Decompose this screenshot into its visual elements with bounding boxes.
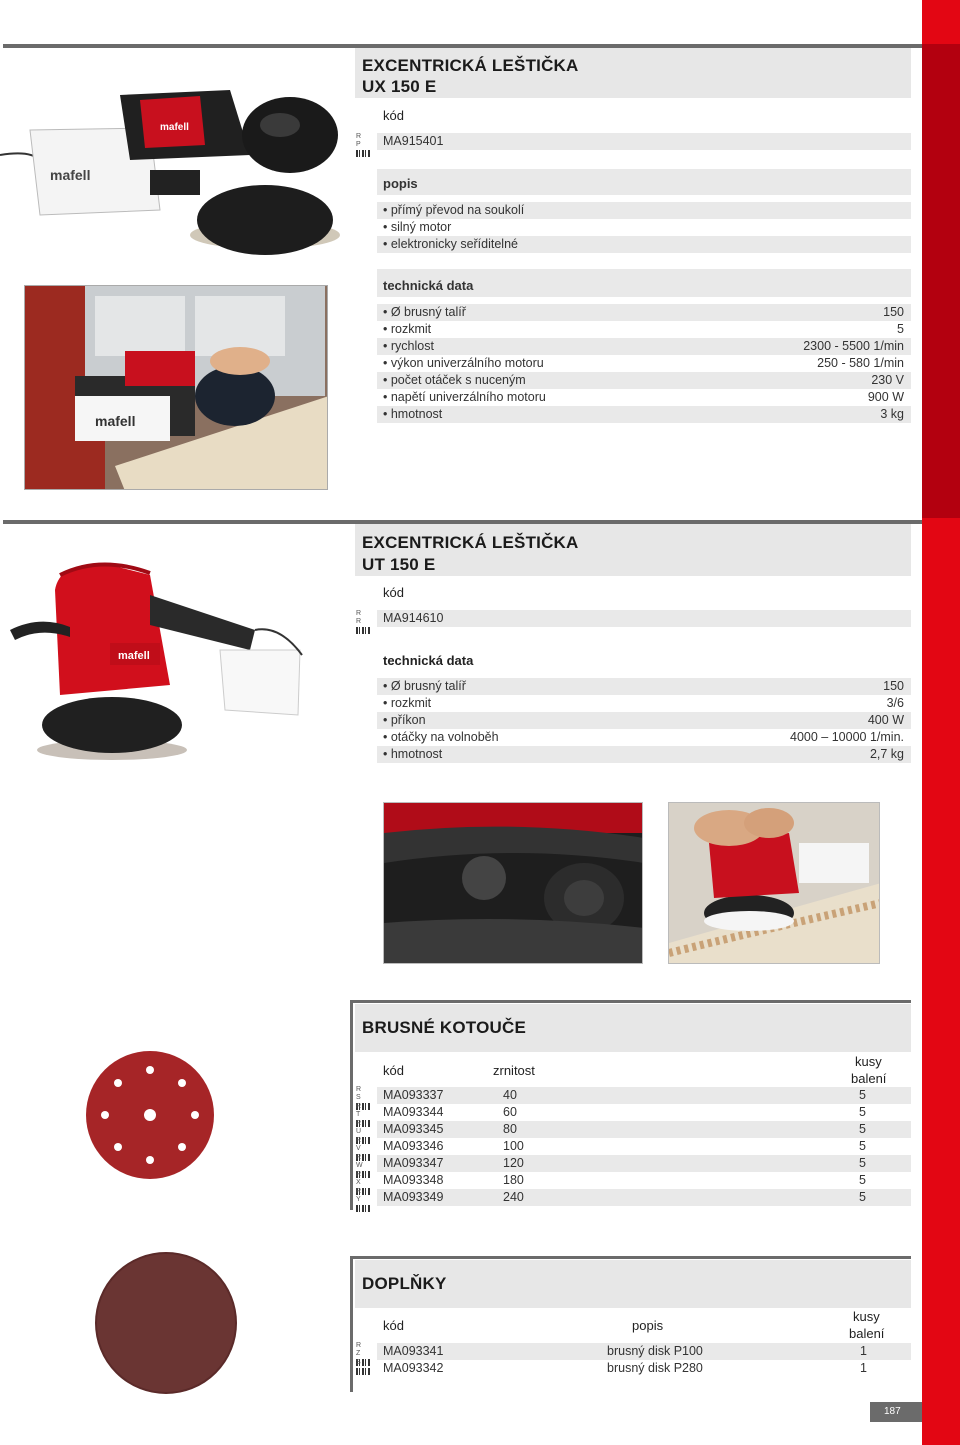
product2-title-line2: UT 150 E	[362, 555, 436, 574]
table-row	[377, 1104, 911, 1121]
disc-code: MA093348	[383, 1173, 444, 1187]
detail-photo-polishing	[668, 802, 880, 964]
spec-value: 150	[883, 305, 904, 319]
discs-col-qty-2: balení	[851, 1071, 887, 1086]
feature-text: • elektronicky seříditelné	[383, 237, 518, 251]
section-divider	[350, 1000, 911, 1003]
product2-code: MA914610	[383, 611, 444, 625]
product2-title-line1: EXCENTRICKÁ LEŠTIČKA	[362, 533, 579, 552]
disc-code: MA093344	[383, 1105, 444, 1119]
spec-value: 4000 – 10000 1/min.	[790, 730, 904, 744]
spec-row	[377, 355, 911, 372]
spec-value: 400 W	[867, 713, 904, 727]
spec-name: • výkon univerzálního motoru	[383, 356, 544, 370]
accessories-title: DOPLŇKY	[362, 1274, 447, 1293]
section-tab	[922, 44, 960, 518]
feature-row	[377, 202, 911, 219]
spec-name: • příkon	[383, 713, 426, 727]
sanding-disc-image	[85, 1050, 215, 1180]
product-image-ut150e	[0, 555, 345, 765]
table-row	[377, 1189, 911, 1206]
product2-header	[355, 524, 911, 576]
section-divider	[350, 1256, 911, 1259]
order-code-marker: S	[356, 1359, 372, 1377]
disc-qty: 5	[859, 1156, 866, 1170]
detail-photo-speed-dial	[383, 802, 643, 964]
spec-name: • rozkmit	[383, 322, 432, 336]
spec-name: • hmotnost	[383, 747, 443, 761]
acc-col-qty-1: kusy	[853, 1309, 880, 1324]
acc-qty: 1	[860, 1361, 867, 1375]
spec-row	[377, 746, 911, 763]
fleece-disc-image	[95, 1252, 237, 1394]
order-code-marker: R Z	[356, 1342, 372, 1360]
discs-header	[355, 1004, 911, 1052]
acc-code: MA093342	[383, 1361, 444, 1375]
table-row	[377, 1343, 911, 1360]
acc-col-code: kód	[383, 1318, 404, 1333]
acc-code: MA093341	[383, 1344, 444, 1358]
svg-text:mafell: mafell	[50, 167, 91, 183]
discs-col-grit: zrnitost	[493, 1063, 535, 1078]
product1-tech-header: technická data	[377, 269, 911, 297]
svg-text:mafell: mafell	[118, 650, 150, 662]
product-photo-in-use	[24, 285, 328, 490]
acc-col-qty-2: balení	[849, 1326, 885, 1341]
spec-name: • hmotnost	[383, 407, 443, 421]
order-code-marker: R R	[356, 610, 372, 628]
disc-qty: 5	[859, 1122, 866, 1136]
disc-code: MA093346	[383, 1139, 444, 1153]
product1-desc-header: popis	[377, 169, 911, 195]
order-code-marker: R W	[356, 1154, 372, 1172]
spec-name: • napětí univerzálního motoru	[383, 390, 546, 404]
discs-col-code: kód	[383, 1063, 404, 1078]
table-row	[377, 1138, 911, 1155]
product-image-ux150e	[0, 60, 345, 260]
spec-name: • otáčky na volnoběh	[383, 730, 499, 744]
product2-code-label: kód	[383, 585, 404, 600]
disc-code: MA093337	[383, 1088, 444, 1102]
product1-title-line2: UX 150 E	[362, 77, 437, 96]
table-row	[377, 1087, 911, 1104]
order-code-marker: R S	[356, 1086, 372, 1104]
feature-text: • silný motor	[383, 220, 452, 234]
spec-value: 2,7 kg	[869, 747, 904, 761]
order-code-marker: R Y	[356, 1188, 372, 1206]
spec-row	[377, 338, 911, 355]
order-code-marker: R U	[356, 1120, 372, 1138]
disc-grit: 100	[503, 1139, 524, 1153]
spec-value: 230 V	[871, 373, 904, 387]
spec-value: 900 W	[867, 390, 904, 404]
svg-text:mafell: mafell	[160, 122, 189, 133]
acc-col-desc: popis	[632, 1318, 664, 1333]
section-divider-vertical	[350, 1000, 353, 1210]
acc-qty: 1	[860, 1344, 867, 1358]
spec-value: 5	[897, 322, 904, 336]
spec-value: 250 - 580 1/min	[817, 356, 904, 370]
disc-qty: 5	[859, 1105, 866, 1119]
product1-header	[355, 48, 911, 98]
spec-value: 150	[883, 679, 904, 693]
accessories-header	[355, 1260, 911, 1308]
spec-row	[377, 712, 911, 729]
product1-code-label: kód	[383, 108, 404, 123]
table-row	[377, 1155, 911, 1172]
product1-code: MA915401	[383, 134, 444, 148]
disc-grit: 40	[503, 1088, 517, 1102]
table-row	[377, 1360, 911, 1377]
feature-row	[377, 219, 911, 236]
spec-name: • počet otáček s nuceným	[383, 373, 526, 387]
disc-qty: 5	[859, 1190, 866, 1204]
spec-value: 3 kg	[880, 407, 904, 421]
order-code-marker: R T	[356, 1103, 372, 1121]
disc-code: MA093345	[383, 1122, 444, 1136]
spec-name: • rychlost	[383, 339, 434, 353]
discs-title: BRUSNÉ KOTOUČE	[362, 1018, 527, 1037]
order-code-marker: R V	[356, 1137, 372, 1155]
spec-name: • Ø brusný talíř	[383, 679, 466, 693]
product2-code-row	[377, 610, 911, 627]
spec-row	[377, 304, 911, 321]
product2-tech-header: technická data	[383, 653, 474, 668]
spec-value: 2300 - 5500 1/min	[803, 339, 904, 353]
disc-grit: 80	[503, 1122, 517, 1136]
order-code-marker: R P	[356, 133, 372, 151]
spec-row	[377, 406, 911, 423]
acc-desc: brusný disk P100	[607, 1344, 703, 1358]
spec-row	[377, 678, 911, 695]
product1-code-row	[377, 133, 911, 150]
disc-grit: 60	[503, 1105, 517, 1119]
disc-qty: 5	[859, 1139, 866, 1153]
svg-text:mafell: mafell	[95, 413, 136, 429]
spec-name: • Ø brusný talíř	[383, 305, 466, 319]
order-code-marker: R X	[356, 1171, 372, 1189]
spec-row	[377, 729, 911, 746]
discs-col-qty-1: kusy	[855, 1054, 882, 1069]
table-row	[377, 1172, 911, 1189]
disc-grit: 120	[503, 1156, 524, 1170]
disc-code: MA093349	[383, 1190, 444, 1204]
acc-desc: brusný disk P280	[607, 1361, 703, 1375]
section-divider-vertical	[350, 1256, 353, 1392]
spec-row	[377, 389, 911, 406]
spec-row	[377, 695, 911, 712]
disc-qty: 5	[859, 1173, 866, 1187]
page-number: 187	[870, 1402, 922, 1422]
spec-value: 3/6	[886, 696, 904, 710]
disc-grit: 180	[503, 1173, 524, 1187]
disc-code: MA093347	[383, 1156, 444, 1170]
feature-text: • přímý převod na soukolí	[383, 203, 525, 217]
product1-title-line1: EXCENTRICKÁ LEŠTIČKA	[362, 56, 579, 75]
table-row	[377, 1121, 911, 1138]
disc-qty: 5	[859, 1088, 866, 1102]
spec-name: • rozkmit	[383, 696, 432, 710]
disc-grit: 240	[503, 1190, 524, 1204]
spec-row	[377, 321, 911, 338]
feature-row	[377, 236, 911, 253]
spec-row	[377, 372, 911, 389]
